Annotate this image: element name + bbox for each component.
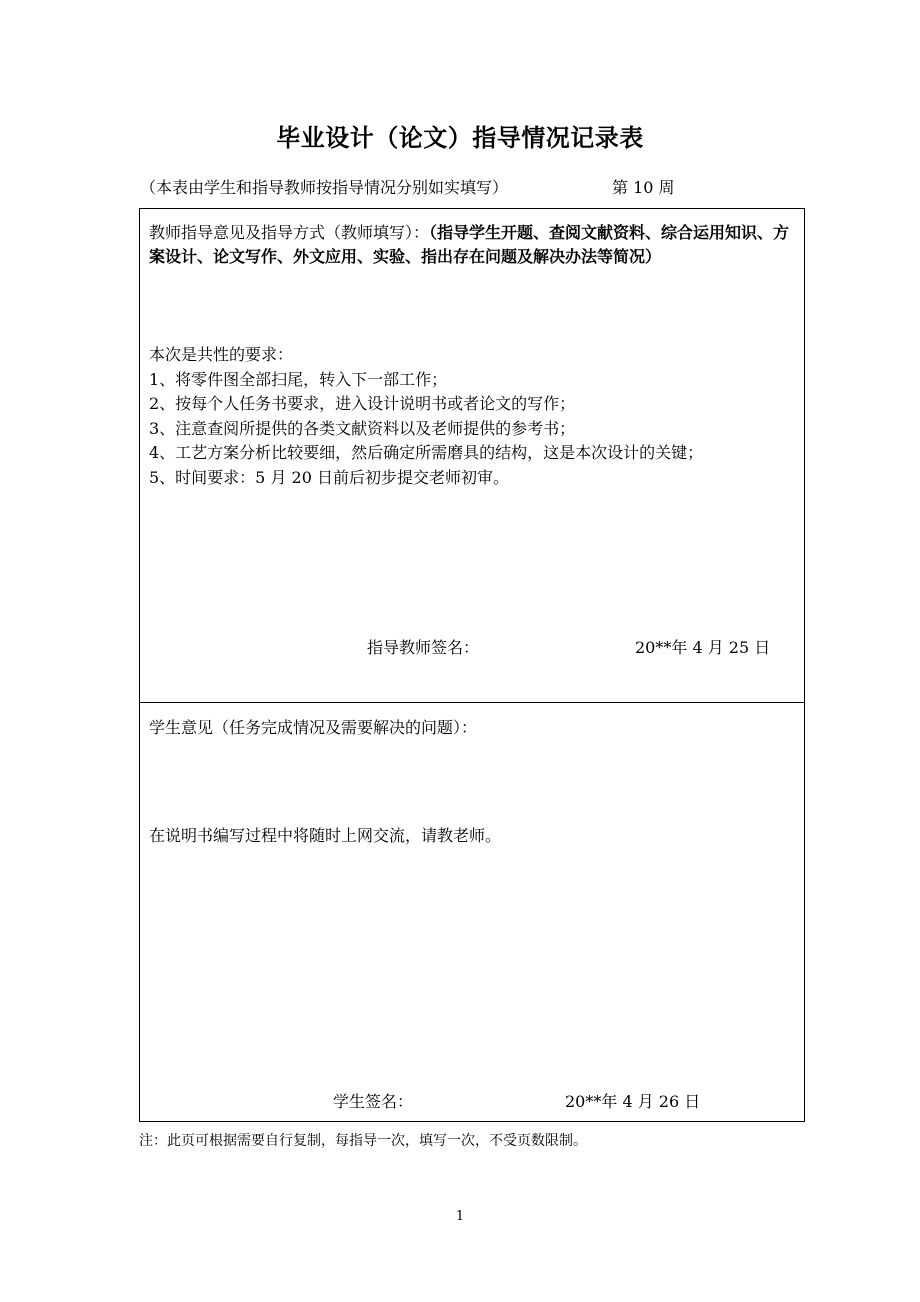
week-number: 第 10 周 bbox=[612, 178, 675, 197]
teacher-section-header bbox=[149, 221, 799, 269]
student-opinion-section bbox=[140, 703, 804, 1121]
teacher-guidance-section bbox=[140, 209, 804, 703]
comment-line: 5、时间要求：5 月 20 日前后初步提交老师初审。 bbox=[149, 467, 509, 487]
teacher-signature-label: 指导教师签名： bbox=[367, 638, 480, 657]
comment-line: 本次是共性的要求： bbox=[149, 345, 294, 364]
student-signature-date: 20**年 4 月 26 日 bbox=[565, 1092, 701, 1111]
comment-line: 4、工艺方案分析比较要细，然后确定所需磨具的结构，这是本次设计的关键； bbox=[149, 443, 704, 462]
footnote: 注：此页可根据需要自行复制，每指导一次，填写一次，不受页数限制。 bbox=[139, 1133, 587, 1149]
student-section-header: 学生意见（任务完成情况及需要解决的问题）： bbox=[149, 718, 478, 737]
student-comment: 在说明书编写过程中将随时上网交流，请教老师。 bbox=[149, 826, 502, 845]
teacher-signature-date: 20**年 4 月 25 日 bbox=[635, 638, 771, 657]
guidance-record-table bbox=[139, 208, 805, 1122]
form-instruction: （本表由学生和指导教师按指导情况分别如实填写） bbox=[140, 178, 509, 197]
comment-line: 3、注意查阅所提供的各类文献资料以及老师提供的参考书； bbox=[149, 418, 576, 438]
page-title: 毕业设计（论文）指导情况记录表 bbox=[276, 124, 644, 152]
page-number: 1 bbox=[455, 1209, 465, 1224]
comment-line: 2、按每个人任务书要求，进入设计说明书或者论文的写作； bbox=[149, 394, 576, 413]
comment-line: 1、将零件图全部扫尾，转入下一部工作； bbox=[149, 369, 448, 389]
student-signature-label: 学生签名： bbox=[333, 1092, 414, 1111]
teacher-header-detail: （指导学生开题、查阅文献资料、综合运用知识、方案设计、论文写作、外文应用、实验、指出存在问题及解决办法等简况） bbox=[149, 223, 790, 266]
teacher-header-prefix: 教师指导意见及指导方式（教师填写）： bbox=[149, 223, 430, 242]
teacher-comments bbox=[149, 343, 799, 490]
